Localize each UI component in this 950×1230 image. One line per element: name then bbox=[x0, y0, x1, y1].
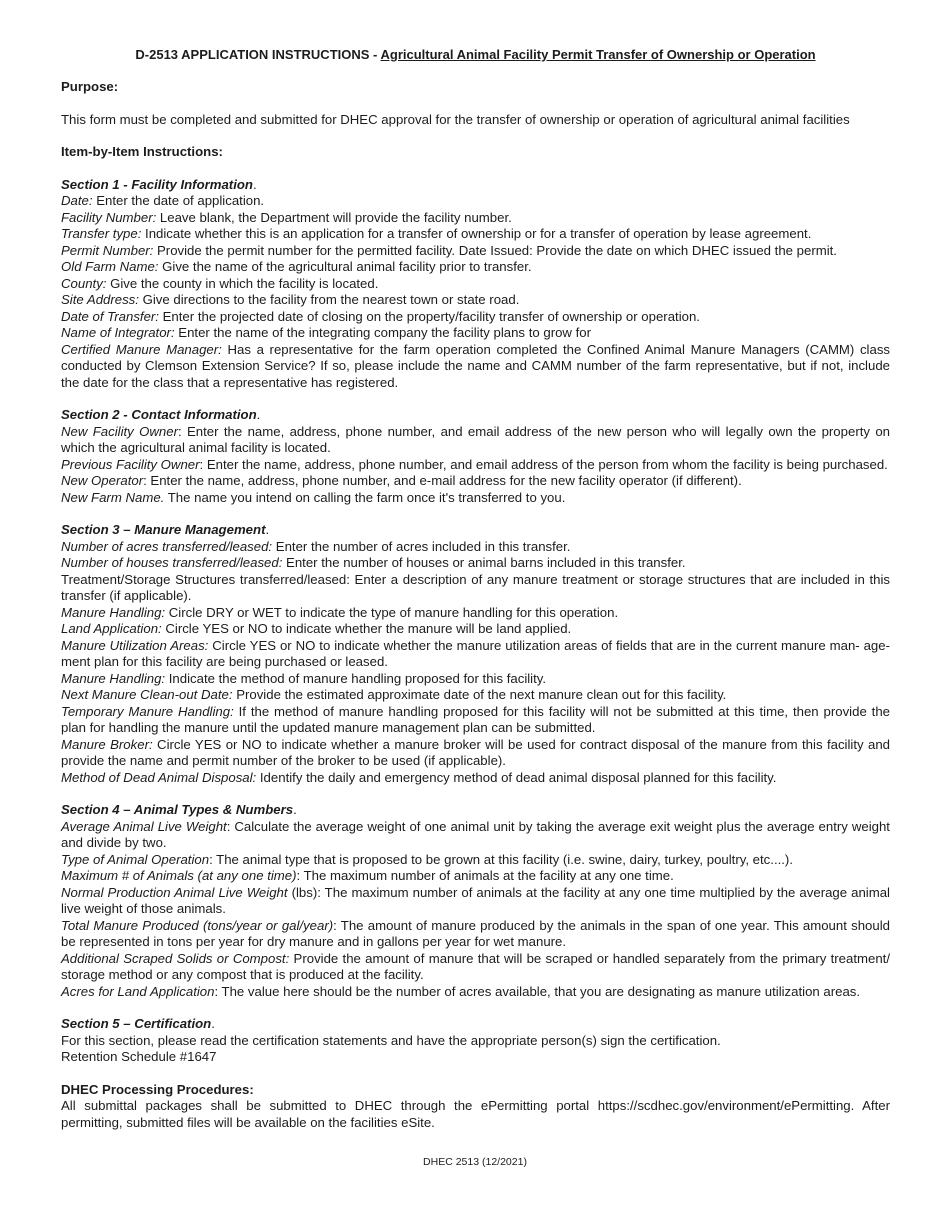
section-1 bbox=[61, 177, 890, 392]
instruction-label: Old Farm Name: bbox=[61, 259, 159, 274]
instruction-item bbox=[61, 704, 890, 737]
instruction-text: : The value here should be the number of acres available, that you are designating as manure utilization areas. bbox=[214, 983, 861, 999]
section-title: Section 1 - Facility Information. bbox=[61, 176, 257, 192]
document-title bbox=[61, 47, 890, 63]
instruction-text: Enter the date of application. bbox=[92, 193, 265, 208]
section-title-text: Section 5 – Certification bbox=[61, 1016, 212, 1031]
purpose-heading: Purpose: bbox=[61, 79, 119, 94]
instruction-label: New Operator bbox=[61, 473, 144, 488]
instruction-label: Manure Handling: bbox=[61, 604, 166, 620]
section-5 bbox=[61, 1016, 890, 1066]
instruction-item bbox=[61, 852, 890, 869]
instruction-item bbox=[61, 621, 890, 638]
instruction-item bbox=[61, 473, 890, 490]
instruction-text: : Enter the name, address, phone number, and email address of the person from whom the facility is being purchased. bbox=[199, 456, 888, 472]
instruction-text: Treatment/Storage Structures transferred/leased: Enter a description of any manure treatment or storage structures that are included in this transfer (if applicable). bbox=[61, 571, 890, 603]
section-title: Section 2 - Contact Information. bbox=[61, 407, 261, 422]
section-2 bbox=[61, 407, 890, 506]
instruction-text: (lbs): The maximum number of animals at the facility at any one time multiplied by the average animal live weight of those animals. bbox=[61, 884, 890, 916]
instruction-label: Manure Utilization Areas: bbox=[61, 637, 209, 653]
processing-text: All submittal packages shall be submitted to DHEC through the ePermitting portal https://scdhec.gov/environment/ePermitting. After permitting, submitted files will be available on the facilities eSite. bbox=[61, 1098, 890, 1130]
instruction-text: Retention Schedule #1647 bbox=[61, 1049, 217, 1064]
instruction-label: Additional Scraped Solids or Compost: bbox=[61, 950, 290, 966]
instruction-item bbox=[61, 951, 890, 984]
instruction-label: Next Manure Clean-out Date: bbox=[61, 687, 233, 702]
instruction-item bbox=[61, 638, 890, 671]
instruction-label: Number of houses transferred/leased: bbox=[61, 555, 283, 570]
processing-block bbox=[61, 1082, 890, 1132]
instruction-label: Certified Manure Manager: bbox=[61, 341, 222, 357]
title-prefix: D-2513 APPLICATION INSTRUCTIONS - bbox=[135, 47, 381, 62]
instruction-label: Number of acres transferred/leased: bbox=[61, 538, 273, 554]
instruction-text: : Calculate the average weight of one animal unit by taking the average exit weight plus the average entry weight and divide by two. bbox=[61, 818, 890, 850]
instruction-label: Name of Integrator: bbox=[61, 325, 175, 340]
instruction-item bbox=[61, 819, 890, 852]
instruction-text: Give directions to the facility from the nearest town or state road. bbox=[138, 292, 520, 307]
instruction-text: Enter the name of the integrating company the facility plans to grow for bbox=[174, 325, 591, 340]
instruction-text: Circle YES or NO to indicate whether a manure broker will be used for contract disposal of the manure from this facility and provide the name and permit number of the broker to be used (if applicable). bbox=[61, 736, 890, 768]
instruction-text: Give the name of the agricultural animal facility prior to transfer. bbox=[158, 259, 532, 274]
instruction-item bbox=[61, 918, 890, 951]
instruction-text: Provide the amount of manure that will be scraped or handled separately from the primary treatment/ storage method or any compost that is produced at the facility. bbox=[61, 950, 890, 982]
instruction-label: New Farm Name. bbox=[61, 489, 165, 505]
instruction-label: County: bbox=[61, 275, 107, 291]
instruction-item bbox=[61, 490, 890, 507]
instruction-item bbox=[61, 572, 890, 605]
section-title: Section 5 – Certification. bbox=[61, 1016, 215, 1031]
instruction-item bbox=[61, 243, 890, 260]
instruction-label: New Facility Owner bbox=[61, 423, 178, 439]
instruction-text: Leave blank, the Department will provide the facility number. bbox=[156, 209, 512, 225]
section-title-text: Section 1 - Facility Information bbox=[61, 176, 253, 192]
instruction-item bbox=[61, 259, 890, 276]
section-title-text: Section 3 – Manure Management bbox=[61, 522, 266, 537]
section-title: Section 3 – Manure Management. bbox=[61, 522, 270, 537]
instruction-label: Facility Number: bbox=[61, 209, 157, 225]
instruction-item bbox=[61, 210, 890, 227]
instruction-text: Identify the daily and emergency method of dead animal disposal planned for this facility. bbox=[256, 769, 777, 785]
instruction-label: Type of Animal Operation bbox=[61, 851, 210, 867]
instruction-item bbox=[61, 555, 890, 572]
instruction-label: Average Animal Live Weight bbox=[61, 818, 227, 834]
instruction-text: Indicate the method of manure handling proposed for this facility. bbox=[165, 670, 547, 686]
instruction-item bbox=[61, 770, 890, 787]
instruction-label: Manure Handling: bbox=[61, 670, 166, 686]
instruction-text: : The amount of manure produced by the animals in the span of one year. This amount should be represented in tons per year for dry manure and in gallons per year for wet manure. bbox=[61, 917, 890, 949]
instruction-label: Normal Production Animal Live Weight bbox=[61, 884, 288, 900]
instruction-item bbox=[61, 276, 890, 293]
instruction-label: Total Manure Produced (tons/year or gal/year) bbox=[61, 917, 334, 933]
instruction-text: : Enter the name, address, phone number, and email address of the new person who will legally own the property on which the agricultural animal facility is located. bbox=[61, 423, 890, 455]
instruction-label: Method of Dead Animal Disposal: bbox=[61, 769, 257, 785]
instruction-item bbox=[61, 868, 890, 885]
instruction-text: Indicate whether this is an application for a transfer of ownership or for a transfer of operation by lease agreement. bbox=[141, 226, 812, 241]
instruction-text: For this section, please read the certification statements and have the appropriate person(s) sign the certification. bbox=[61, 1032, 721, 1048]
instruction-label: Maximum # of Animals (at any one time) bbox=[61, 868, 297, 883]
instruction-text: Provide the permit number for the permitted facility. Date Issued: Provide the date on which DHEC issued the permit. bbox=[153, 242, 837, 258]
instruction-item bbox=[61, 1033, 890, 1050]
instruction-text: If the method of manure handling proposed for this facility will not be submitted at this time, then provide the plan for handling the manure until the updated manure management plan can be submitted. bbox=[61, 703, 890, 735]
instruction-label: Manure Broker: bbox=[61, 736, 153, 752]
instruction-label: Temporary Manure Handling: bbox=[61, 703, 234, 719]
instruction-text: Circle DRY or WET to indicate the type of manure handling for this operation. bbox=[165, 604, 619, 620]
instruction-item bbox=[61, 737, 890, 770]
instruction-label: Date: bbox=[61, 193, 93, 208]
title-underlined: Agricultural Animal Facility Permit Transfer of Ownership or Operation bbox=[380, 47, 816, 62]
form-footer: DHEC 2513 (12/2021) bbox=[423, 1156, 527, 1168]
section-title: Section 4 – Animal Types & Numbers. bbox=[61, 802, 297, 817]
instruction-item bbox=[61, 671, 890, 688]
instruction-item bbox=[61, 193, 890, 210]
instruction-item bbox=[61, 226, 890, 243]
instruction-text: Has a representative for the farm operation completed the Confined Animal Manure Managers (CAMM) class conducted by Clemson Extension Service? If so, please include the name and CAMM number of the farm representative, but if not, include the date for the class that a representative has registered. bbox=[61, 341, 891, 390]
instruction-label: Transfer type: bbox=[61, 226, 142, 241]
instruction-label: Land Application: bbox=[61, 621, 162, 636]
sections-container bbox=[61, 177, 890, 1066]
instruction-text: Provide the estimated approximate date of the next manure clean out for this facility. bbox=[232, 687, 727, 702]
instruction-label: Previous Facility Owner bbox=[61, 456, 200, 472]
instruction-item bbox=[61, 687, 890, 704]
instruction-label: Date of Transfer: bbox=[61, 308, 159, 324]
instruction-text: : Enter the name, address, phone number, and e-mail address for the new facility operator (if different). bbox=[143, 473, 742, 488]
instruction-text: Give the county in which the facility is located. bbox=[106, 275, 379, 291]
instruction-text: The name you intend on calling the farm once it's transferred to you. bbox=[164, 489, 566, 505]
document-page bbox=[61, 47, 890, 1147]
instruction-item bbox=[61, 605, 890, 622]
instruction-text: : The animal type that is proposed to be grown at this facility (i.e. swine, dairy, turkey, poultry, etc....). bbox=[209, 851, 793, 867]
instruction-text: Enter the projected date of closing on the property/facility transfer of ownership or operation. bbox=[158, 308, 700, 324]
instruction-item bbox=[61, 309, 890, 326]
instruction-text: Circle YES or NO to indicate whether the manure utilization areas of fields that are in the current manure man- age- ment plan for this facility are being purchased or leased. bbox=[61, 637, 890, 669]
instruction-item bbox=[61, 539, 890, 556]
section-3 bbox=[61, 522, 890, 786]
purpose-text: This form must be completed and submitted for DHEC approval for the transfer of ownership or operation of agricultural animal facilities bbox=[61, 111, 850, 127]
instruction-text: Circle YES or NO to indicate whether the manure will be land applied. bbox=[161, 621, 572, 636]
item-instructions-heading: Item-by-Item Instructions: bbox=[61, 144, 223, 159]
processing-heading: DHEC Processing Procedures: bbox=[61, 1081, 254, 1097]
instruction-item bbox=[61, 457, 890, 474]
section-title-text: Section 2 - Contact Information bbox=[61, 407, 257, 422]
instruction-label: Site Address: bbox=[61, 292, 139, 307]
instruction-text: Enter the number of houses or animal barns included in this transfer. bbox=[282, 555, 686, 570]
instruction-item bbox=[61, 424, 890, 457]
instruction-text: Enter the number of acres included in this transfer. bbox=[272, 538, 571, 554]
instruction-label: Acres for Land Application bbox=[61, 983, 215, 999]
instruction-item bbox=[61, 342, 890, 392]
instruction-item bbox=[61, 885, 890, 918]
instruction-item bbox=[61, 1049, 890, 1066]
section-4 bbox=[61, 802, 890, 1000]
instruction-text: : The maximum number of animals at the facility at any one time. bbox=[296, 868, 674, 883]
instruction-item bbox=[61, 984, 890, 1001]
instruction-item bbox=[61, 325, 890, 342]
section-title-text: Section 4 – Animal Types & Numbers bbox=[61, 802, 294, 817]
instruction-item bbox=[61, 292, 890, 309]
instruction-label: Permit Number: bbox=[61, 242, 154, 258]
